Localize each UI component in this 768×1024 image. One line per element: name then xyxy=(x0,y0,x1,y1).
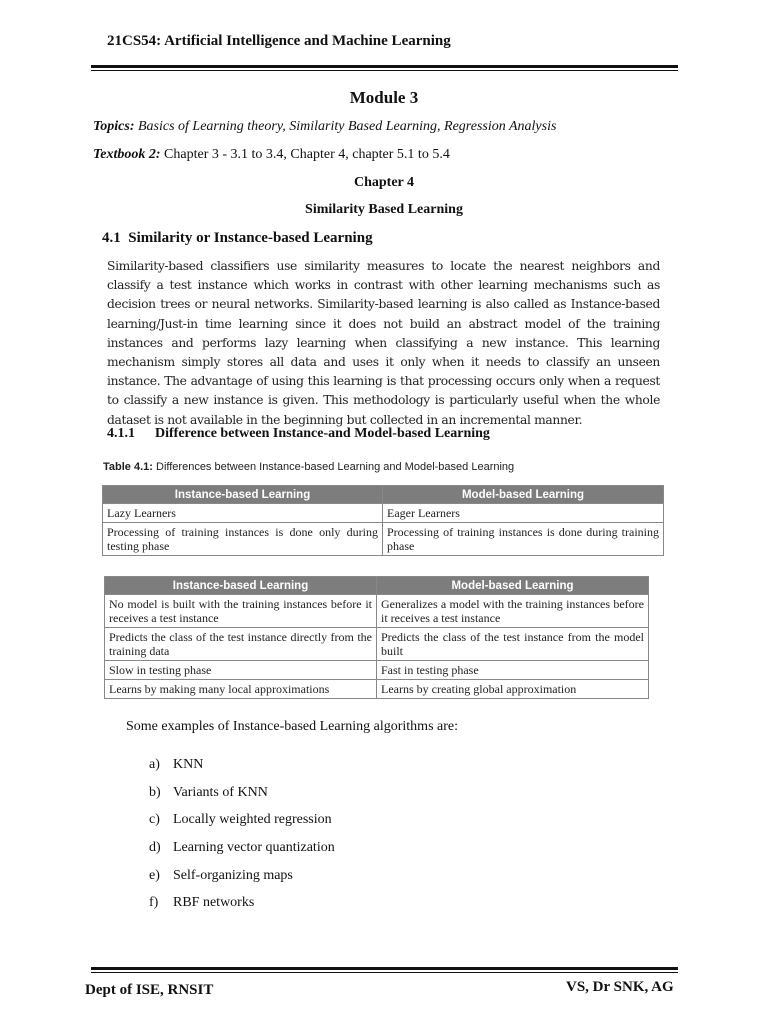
list-item-text: RBF networks xyxy=(173,895,255,911)
list-marker: b) xyxy=(149,784,161,800)
header-rule-thin xyxy=(91,70,678,71)
chapter-heading: Chapter 4 xyxy=(353,175,415,190)
table-row xyxy=(105,595,649,628)
footer-authors: VS, Dr SNK, AG xyxy=(566,979,674,995)
comparison-table-2 xyxy=(104,576,649,699)
list-item-text: Locally weighted regression xyxy=(173,812,332,828)
list-item xyxy=(149,785,335,813)
table-cell: Learns by creating global approximation xyxy=(377,680,649,699)
table-cell: Predicts the class of the test instance directly from the training data xyxy=(105,628,377,661)
list-item xyxy=(149,868,335,896)
table-caption-label: Table 4.1: xyxy=(103,461,153,473)
list-item-text: Variants of KNN xyxy=(173,784,268,800)
table-cell: Slow in testing phase xyxy=(105,661,377,680)
list-item xyxy=(149,895,335,923)
table-cell: Processing of training instances is done only during testing phase xyxy=(103,523,383,556)
footer-rule-thick xyxy=(91,967,678,970)
table-row xyxy=(103,523,664,556)
table-header-row xyxy=(105,577,649,595)
list-item-text: Self-organizing maps xyxy=(173,867,293,883)
table-row xyxy=(105,661,649,680)
table-row xyxy=(105,680,649,699)
table-cell: Predicts the class of the test instance from the model built xyxy=(377,628,649,661)
section-number: 4.1.1 xyxy=(107,426,135,441)
list-marker: d) xyxy=(149,840,161,856)
examples-list xyxy=(149,757,335,923)
table-caption xyxy=(103,461,514,473)
table-cell: Generalizes a model with the training instances before it receives a test instance xyxy=(377,595,649,628)
list-item-text: KNN xyxy=(173,757,204,772)
table-row xyxy=(105,628,649,661)
table-cell: Processing of training instances is done during training phase xyxy=(383,523,664,556)
column-header: Model-based Learning xyxy=(383,486,664,504)
table-row xyxy=(103,504,664,523)
textbook-text: Chapter 3 - 3.1 to 3.4, Chapter 4, chapter 5.1 to 5.4 xyxy=(164,147,450,162)
topics-text: Basics of Learning theory, Similarity Based Learning, Regression Analysis xyxy=(137,119,557,134)
section-title: Similarity or Instance-based Learning xyxy=(128,230,373,246)
column-header: Model-based Learning xyxy=(377,577,649,595)
section-heading-4-1-1 xyxy=(107,426,490,442)
list-marker: e) xyxy=(149,867,160,883)
table-cell: Lazy Learners xyxy=(103,504,383,523)
list-item xyxy=(149,840,335,868)
table-caption-text: Differences between Instance-based Learning and Model-based Learning xyxy=(156,461,515,473)
section-title: Difference between Instance-and Model-based Learning xyxy=(155,426,490,441)
topics-line xyxy=(93,119,556,135)
list-item xyxy=(149,812,335,840)
list-marker: f) xyxy=(149,895,159,911)
topics-label: Topics: xyxy=(93,119,135,134)
chapter-title: Similarity Based Learning xyxy=(305,202,463,217)
list-item xyxy=(149,757,335,785)
table-cell: Fast in testing phase xyxy=(377,661,649,680)
section-number: 4.1 xyxy=(102,230,121,246)
column-header: Instance-based Learning xyxy=(103,486,383,504)
list-marker: a) xyxy=(149,757,160,772)
table-header-row xyxy=(103,486,664,504)
intro-paragraph: Similarity-based classifiers use similarity measures to locate the nearest neighbors and classify a test instance which works in contrast with other learning mechanisms such as decision trees or neural networks. Similarity-based learning is also called as Instance-based learning/Just-in time learning since it does not build an abstract model of the training instances and performs lazy learning when classifying a new instance. This learning mechanism simply stores all data and uses it only when it needs to classify an unseen instance. The advantage of using this learning is that processing occurs only when a request to classify a new instance is given. This methodology is particularly useful when the whole dataset is not available in the beginning but collected in an incremental manner. xyxy=(107,259,660,427)
table-cell: Eager Learners xyxy=(383,504,664,523)
footer-rule-thin xyxy=(91,972,678,973)
footer-department: Dept of ISE, RNSIT xyxy=(85,982,214,998)
section-heading-4-1 xyxy=(102,230,373,247)
header-rule-thick xyxy=(91,65,678,68)
list-marker: c) xyxy=(149,812,160,828)
course-header: 21CS54: Artificial Intelligence and Machine Learning xyxy=(107,33,451,49)
table-cell: No model is built with the training instances before it receives a test instance xyxy=(105,595,377,628)
examples-intro: Some examples of Instance-based Learning algorithms are: xyxy=(126,719,458,734)
column-header: Instance-based Learning xyxy=(105,577,377,595)
comparison-table-1 xyxy=(102,485,664,556)
list-item-text: Learning vector quantization xyxy=(173,840,335,856)
module-title: Module 3 xyxy=(349,88,419,107)
table-cell: Learns by making many local approximations xyxy=(105,680,377,699)
textbook-label: Textbook 2: xyxy=(93,147,161,162)
textbook-line xyxy=(93,147,450,163)
